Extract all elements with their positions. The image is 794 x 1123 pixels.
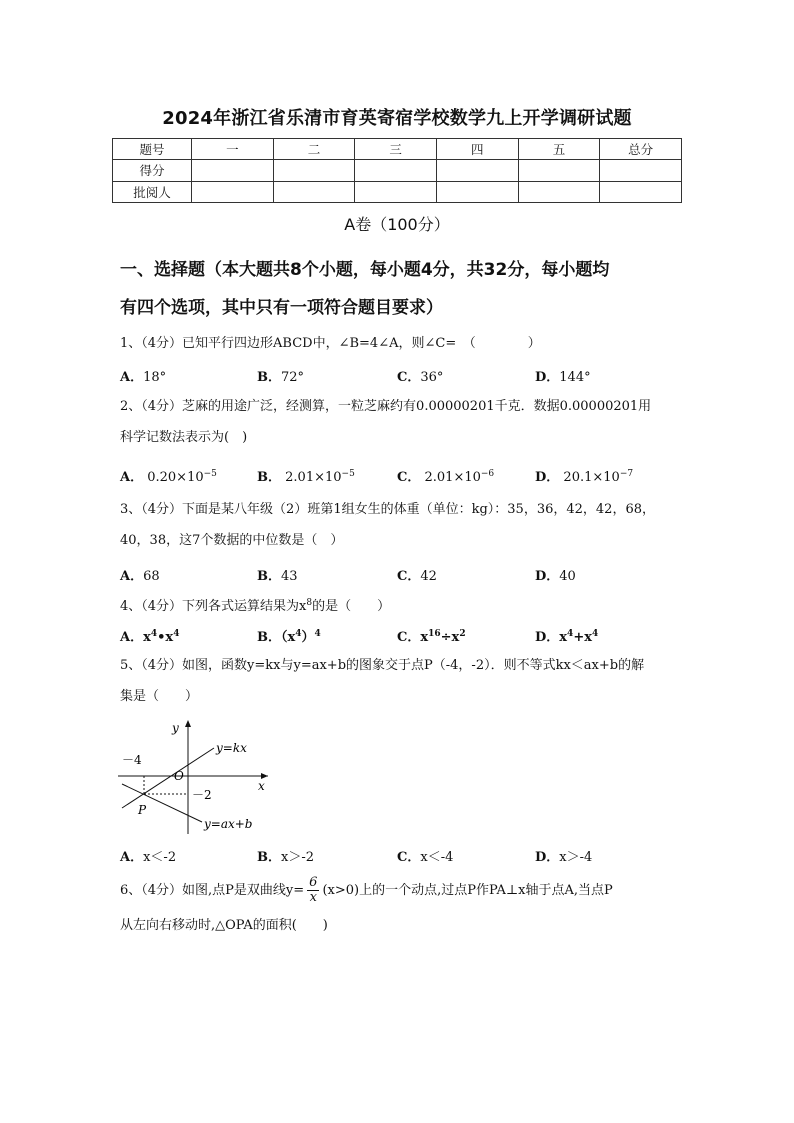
origin-label: O [174,769,184,783]
option-exponent: −7 [619,469,634,479]
option-c [397,846,453,865]
point-label: P [138,803,147,817]
option-text: 72° [281,370,305,385]
fraction [307,876,319,905]
option-exponent: −5 [203,469,217,479]
section-subtitle: A卷（100分） [344,215,450,234]
option-text: 68 [143,569,160,584]
table-cell [192,181,274,202]
question-5-text-line2: 集是（ ） [120,689,199,704]
option-d [535,565,576,584]
table-cell [355,181,437,202]
option-text: 43 [281,569,298,584]
option-exponent: −5 [341,469,355,479]
option-a [120,565,160,584]
option-key: A． [120,630,144,645]
option-exponent: −6 [480,469,495,479]
line-ax-b-label: y=ax+b [204,817,253,831]
option-key: C． [397,569,421,584]
table-cell [518,181,600,202]
option-key: B． [257,850,281,865]
option-key: D． [535,569,560,584]
section-heading-line1: 一、选择题（本大题共8个小题，每小题4分，共32分，每小题均 [120,260,610,280]
option-d [535,626,598,645]
option-d [535,466,633,485]
y-tick-label: －2 [192,788,212,802]
table-header-cell: 一 [192,139,274,160]
option-text: 18° [143,370,167,385]
table-cell [355,160,437,181]
section-heading-line2: 有四个选项，其中只有一项符合题目要求） [120,298,443,318]
option-key: A． [120,569,144,584]
question-3-options [120,565,680,583]
option-key: C． [397,470,421,485]
question-text-part: 4、（4分）下列各式运算结果为x [120,599,307,614]
question-4-options [120,626,680,644]
table-row [113,181,682,202]
table-row [113,160,682,181]
table-header-cell: 五 [518,139,600,160]
y-axis-label: y [172,721,179,735]
question-5-text-line1: 5、（4分）如图，函数y=kx与y=ax+b的图象交于点P（-4，-2）．则不等式kx＜ax+b的解 [120,658,645,673]
option-key: B． [257,470,281,485]
option-text: 40 [559,569,576,584]
table-cell [518,160,600,181]
question-3-text-line2: 40，38，这7个数据的中位数是（ ） [120,533,344,548]
option-d [535,846,592,865]
option-a [120,846,176,865]
option-d [535,366,591,385]
option-key: A． [120,850,144,865]
table-header-cell: 三 [355,139,437,160]
option-b [257,466,355,485]
option-a [120,626,179,645]
fraction-numerator: 6 [309,875,318,890]
y-axis-arrow-icon [185,720,191,727]
question-5-options [120,846,680,864]
question-text-part: 6、（4分）如图,点P是双曲线y= [120,883,305,898]
option-b [257,565,298,584]
option-b [257,366,304,385]
option-expr: $x^4+x^4$ [559,629,599,645]
question-6-text-line2: 从左向右移动时,△OPA的面积( ) [120,918,328,933]
question-6-text-line1 [120,876,682,905]
question-exponent: 8 [306,598,313,608]
option-key: C． [397,630,421,645]
line-ax-b [122,784,202,822]
option-key: D． [535,470,560,485]
option-b [257,846,314,865]
table-row-label: 批阅人 [113,181,192,202]
question-3-text-line1: 3、（4分）下面是某八年级（2）班第1组女生的体重（单位：kg）：35，36，42，42，68， [120,502,655,517]
x-axis-label: x [258,779,265,793]
fraction-denominator: x [309,890,317,905]
option-expr: $x^4•x^4$ [143,629,180,645]
question-text-part: (x>0)上的一个动点,过点P作PA⊥x轴于点A,当点P [322,883,613,898]
table-cell [273,160,355,181]
option-b [257,626,321,645]
option-text: 20.1×10 [563,470,620,485]
option-text: 144° [559,370,591,385]
option-text: x＞-4 [559,850,593,865]
table-header-cell: 题号 [113,139,192,160]
option-key: D． [535,850,560,865]
option-key: D． [535,630,560,645]
question-2-text-line1: 2、（4分）芝麻的用途广泛，经测算，一粒芝麻约有0.00000201千克．数据0.00000201用 [120,399,652,414]
table-cell [273,181,355,202]
option-c [397,626,466,645]
question-4-text [120,595,682,615]
option-expr: $x^{16}\div x^2$ [420,629,466,645]
table-cell [436,160,518,181]
question-1-options [120,366,680,384]
page-title: 2024年浙江省乐清市育英寄宿学校数学九上开学调研试题 [162,108,632,129]
option-key: D． [535,370,560,385]
option-c [397,466,494,485]
table-header-cell: 总分 [600,139,682,160]
question-1-text: 1、（4分）已知平行四边形ABCD中，∠B=4∠A，则∠C= （ ） [120,336,541,351]
line-kx-label: y=kx [216,741,247,755]
option-key: A． [120,370,144,385]
option-c [397,565,437,584]
table-cell [600,160,682,181]
question-text-part: 的是（ ） [312,599,391,614]
table-row-label: 得分 [113,160,192,181]
option-text: 0.20×10 [147,470,204,485]
option-text: x＜-4 [420,850,454,865]
question-2-options [120,466,680,484]
x-tick-label: －4 [122,753,142,767]
question-2-text-line2: 科学记数法表示为( ) [120,430,248,445]
option-key: C． [397,370,421,385]
table-header-cell: 二 [273,139,355,160]
option-expr: $(x^4)^4$ [281,629,321,645]
option-key: B． [257,370,281,385]
option-key: B． [257,569,281,584]
option-key: A． [120,470,144,485]
table-cell [192,160,274,181]
option-c [397,366,443,385]
option-key: B． [257,630,281,645]
option-text: 2.01×10 [424,470,481,485]
table-header-cell: 四 [436,139,518,160]
option-text: 2.01×10 [285,470,342,485]
table-cell [600,181,682,202]
score-table [112,138,682,203]
option-text: x＜-2 [143,850,177,865]
option-a [120,366,166,385]
option-text: 36° [420,370,444,385]
option-text: 42 [420,569,437,584]
option-text: x＞-2 [281,850,314,865]
option-a [120,466,217,485]
table-row [113,139,682,160]
function-graph [118,716,278,836]
option-key: C． [397,850,421,865]
table-cell [436,181,518,202]
